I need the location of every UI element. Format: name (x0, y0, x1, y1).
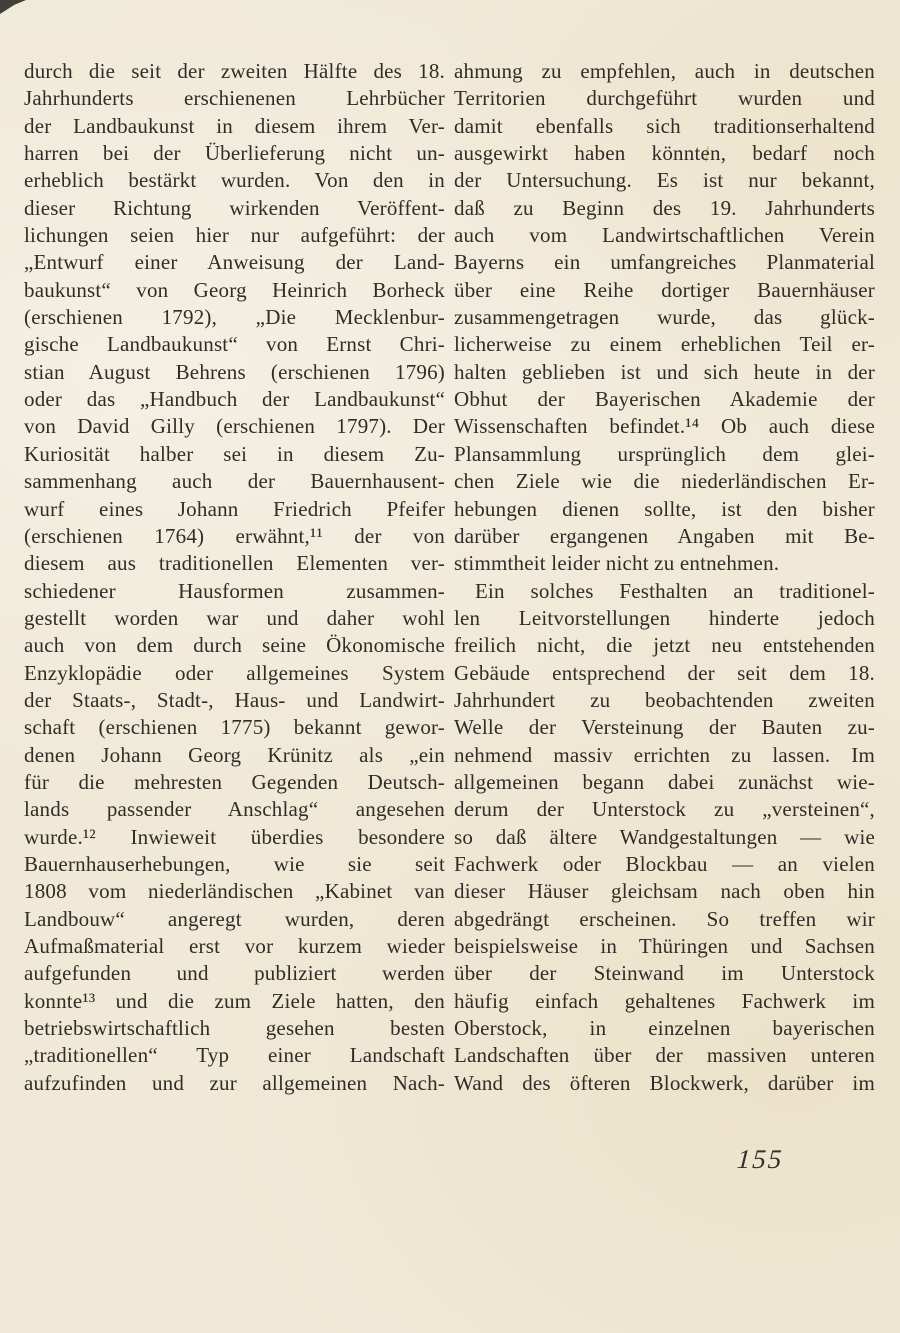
text-line: Landbouw“ angeregt wurden, deren (24, 906, 445, 931)
text-column-right (454, 58, 875, 1097)
text-line: Bauernhauserhebungen, wie sie seit (24, 851, 445, 876)
text-line: wurde.¹² Inwieweit überdies besondere (24, 824, 445, 849)
text-line: schaft (erschienen 1775) bekannt gewor- (24, 715, 445, 740)
text-line: lichungen seien hier nur aufgeführt: der (24, 223, 445, 248)
text-line: Fachwerk oder Blockbau — an vielen (454, 851, 875, 876)
text-line: lands passender Anschlag“ angesehen (24, 797, 445, 822)
text-line: aufzufinden und zur allgemeinen Nach- (24, 1070, 445, 1095)
text-line: (erschienen 1764) erwähnt,¹¹ der von (24, 523, 445, 548)
text-line: der Staats-, Stadt-, Haus- und Landwirt- (24, 687, 445, 712)
text-line: (erschienen 1792), „Die Mecklenbur- (24, 305, 445, 330)
text-line: gestellt worden war und daher wohl (24, 605, 445, 630)
text-line: Plansammlung ursprünglich dem glei- (454, 441, 875, 466)
text-line: für die mehresten Gegenden Deutsch- (24, 769, 445, 794)
text-line: denen Johann Georg Krünitz als „ein (24, 742, 445, 767)
text-line: damit ebenfalls sich traditionserhaltend (454, 113, 875, 138)
text-line: dieser Richtung wirkenden Veröffent- (24, 195, 445, 220)
text-line: derum der Unterstock zu „versteinen“, (454, 797, 875, 822)
text-line: der Untersuchung. Es ist nur bekannt, (454, 168, 875, 193)
text-line: harren bei der Überlieferung nicht un- (24, 141, 445, 166)
text-line: gische Landbaukunst“ von Ernst Chri- (24, 332, 445, 357)
text-line: halten geblieben ist und sich heute in der (454, 359, 875, 384)
text-line: über der Steinwand im Unterstock (454, 961, 875, 986)
text-line: Kuriosität halber sei in diesem Zu- (24, 441, 445, 466)
text-line: der Landbaukunst in diesem ihrem Ver- (24, 113, 445, 138)
text-line: Welle der Versteinung der Bauten zu- (454, 715, 875, 740)
text-line: licherweise zu einem erheblichen Teil er- (454, 332, 875, 357)
text-line: daß zu Beginn des 19. Jahrhunderts (454, 195, 875, 220)
text-line: ahmung zu empfehlen, auch in deutschen (454, 59, 875, 83)
text-line: Aufmaßmaterial erst vor kurzem wieder (24, 934, 445, 958)
text-line: schiedener Hausformen zusammen- (24, 578, 445, 603)
page-number: 155 (735, 1144, 785, 1174)
text-line: Bayerns ein umfangreiches Planmaterial (454, 250, 875, 275)
text-line: freilich nicht, die jetzt neu entstehenden (454, 633, 875, 658)
text-line: darüber ergangenen Angaben mit Be- (454, 523, 875, 548)
text-line: konnte¹³ und die zum Ziele hatten, den (24, 988, 445, 1013)
text-line: sammenhang auch der Bauernhausent- (24, 469, 445, 494)
text-line: Wissenschaften befindet.¹⁴ Ob auch diese (454, 414, 875, 439)
text-line: 1808 vom niederländischen „Kabinet van (24, 879, 445, 904)
text-line: wurf eines Johann Friedrich Pfeifer (24, 496, 445, 521)
text-line: „Entwurf einer Anweisung der Land- (24, 250, 445, 275)
text-line: Gebäude entsprechend der seit dem 18. (454, 660, 875, 685)
text-line: Territorien durchgeführt wurden und (454, 86, 875, 111)
text-line: auch vom Landwirtschaftlichen Verein (454, 223, 875, 248)
text-line: durch die seit der zweiten Hälfte des 18. (24, 59, 445, 83)
text-line: beispielsweise in Thüringen und Sachsen (454, 934, 875, 958)
text-line: Landschaften über der massiven unteren (454, 1043, 875, 1068)
text-line: diesem aus traditionellen Elementen ver- (24, 551, 445, 576)
text-line: von David Gilly (erschienen 1797). Der (24, 414, 445, 439)
text-line: Wand des öfteren Blockwerk, darüber im (454, 1070, 875, 1095)
text-line: nehmend massiv errichten zu lassen. Im (454, 742, 875, 767)
text-line: häufig einfach gehaltenes Fachwerk im (454, 988, 875, 1013)
text-line: aufgefunden und publiziert werden (24, 961, 445, 986)
text-line: Jahrhundert zu beobachtenden zweiten (454, 687, 875, 712)
text-line: baukunst“ von Georg Heinrich Borheck (24, 277, 445, 302)
text-line: Enzyklopädie oder allgemeines System (24, 660, 445, 685)
text-line: stimmtheit leider nicht zu entnehmen. (454, 551, 780, 576)
text-line: „traditionellen“ Typ einer Landschaft (24, 1043, 445, 1068)
text-line: stian August Behrens (erschienen 1796) (24, 359, 445, 384)
text-line: ausgewirkt haben könnten, bedarf noch (454, 141, 875, 166)
text-column-left (24, 58, 445, 1097)
text-line: hebungen dienen sollte, ist den bisher (454, 496, 875, 521)
text-line: über eine Reihe dortiger Bauernhäuser (454, 277, 875, 302)
text-line: chen Ziele wie die niederländischen Er- (454, 469, 875, 494)
text-line: erheblich bestärkt wurden. Von den in (24, 168, 445, 193)
scan-corner-mark (0, 0, 26, 14)
text-line: Ein solches Festhalten an traditionel- (475, 578, 875, 603)
text-line: abgedrängt erscheinen. So treffen wir (454, 906, 875, 931)
text-line: betriebswirtschaftlich gesehen besten (24, 1016, 445, 1041)
text-line: Oberstock, in einzelnen bayerischen (454, 1016, 875, 1041)
text-line: len Leitvorstellungen hinderte jedoch (454, 605, 875, 630)
text-line: Jahrhunderts erschienenen Lehrbücher (24, 86, 445, 111)
text-line: Obhut der Bayerischen Akademie der (454, 387, 875, 412)
text-line: dieser Häuser gleichsam nach oben hin (454, 879, 875, 904)
text-line: allgemeinen begann dabei zunächst wie- (454, 769, 875, 794)
text-line: oder das „Handbuch der Landbaukunst“ (24, 387, 445, 412)
text-line: zusammengetragen wurde, das glück- (454, 305, 875, 330)
text-line: so daß ältere Wandgestaltungen — wie (454, 824, 875, 849)
text-line: auch von dem durch seine Ökonomische (24, 633, 445, 658)
